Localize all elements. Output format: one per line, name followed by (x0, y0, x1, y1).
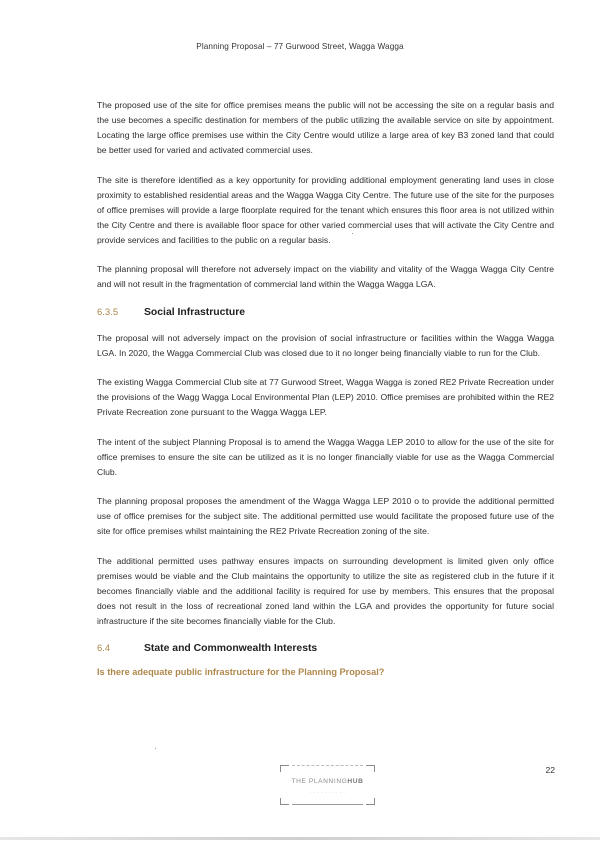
logo-text-bold: HUB (347, 778, 364, 785)
section-question: Is there adequate public infrastructure for the Planning Proposal? (97, 667, 385, 677)
paragraph: The planning proposal proposes the amendment of the Wagga Wagga LEP 2010 o to provide the additional permitted use of office premises for the subject site. The additional permitted use would facilitate the proposed future use of the site for office premises whilst maintaining the RE2 Private Recreation zoning of the site. (97, 496, 554, 536)
planning-hub-logo (280, 765, 375, 805)
page-number: 22 (545, 765, 555, 775)
section-title: State and Commonwealth Interests (144, 643, 318, 654)
paragraph: The intent of the subject Planning Proposal is to amend the Wagga Wagga LEP 2010 to allow for the use of the site for office premises to ensure the site can be utilized as it is no longer financially viable for use as the Wagga Commercial Club. (97, 436, 554, 477)
paragraph: The planning proposal will therefore not adversely impact on the viability and vitality of the Wagga Wagga City Centre and will not result in the fragmentation of commercial land within the Wagga Wagga LGA. (97, 264, 554, 289)
page-content (97, 98, 554, 677)
logo-tagline: · · · · · · · · · · (309, 790, 346, 795)
scan-edge (0, 837, 600, 840)
paragraph: The site is therefore identified as a key opportunity for providing additional employment generating land uses in close proximity to established residential areas and the Wagga Wagga City Centre. The future use of the site for the purposes of office premises will provide a large floorplate required for the tenant which ensures this floor area is not utilized within the City Centre and there is available floor space for other varied commercial uses that will activate the City Centre and provide services and facilities to the public on a regular basis. (97, 174, 554, 245)
paragraph: The additional permitted uses pathway ensures impacts on surrounding development is limited given only office premises would be viable and the Club maintains the opportunity to utilize the site as registered club in the future if it becomes financially viable and the additional facility is required for use by members. This ensures that the proposal does not result in the loss of recreational zoned land within the LGA and provides the opportunity for future social infrastructure if the site becomes financially viable for the Club. (97, 555, 554, 626)
section-number: 6.4 (97, 643, 111, 654)
section-title: Social Infrastructure (144, 306, 246, 318)
running-header: Planning Proposal – 77 Gurwood Street, Wagga Wagga (196, 42, 404, 51)
scan-speck (352, 233, 353, 234)
logo-frame (280, 765, 375, 805)
logo-text-light: THE PLANNING (291, 778, 348, 785)
paragraph: The existing Wagga Commercial Club site at 77 Gurwood Street, Wagga Wagga is zoned RE2 Private Recreation under the provisions of the Wagg Wagga Local Environmental Plan (LEP) 2010. Office premises are prohibited within the RE2 Private Recreation zone pursuant to the Wagga Wagga LEP. (97, 377, 554, 417)
section-heading-6-4 (97, 643, 554, 654)
section-heading-6-3-5 (97, 307, 554, 318)
section-number: 6.3.5 (97, 306, 119, 318)
paragraph: The proposal will not adversely impact on the provision of social infrastructure or facilities within the Wagga Wagga LGA. In 2020, the Wagga Commercial Club was closed due to it no longer being financially viable to run for the Club. (97, 332, 554, 358)
paragraph: The proposed use of the site for office premises means the public will not be accessing the site on a regular basis and the use becomes a specific destination for members of the public utilizing the available service on site by appointment. Locating the large office premises use within the City Centre would utilize a large area of key B3 zoned land that could be better used for varied and activated commercial uses. (97, 100, 554, 155)
logo-wordmark (280, 778, 375, 785)
scan-speck (155, 748, 156, 749)
